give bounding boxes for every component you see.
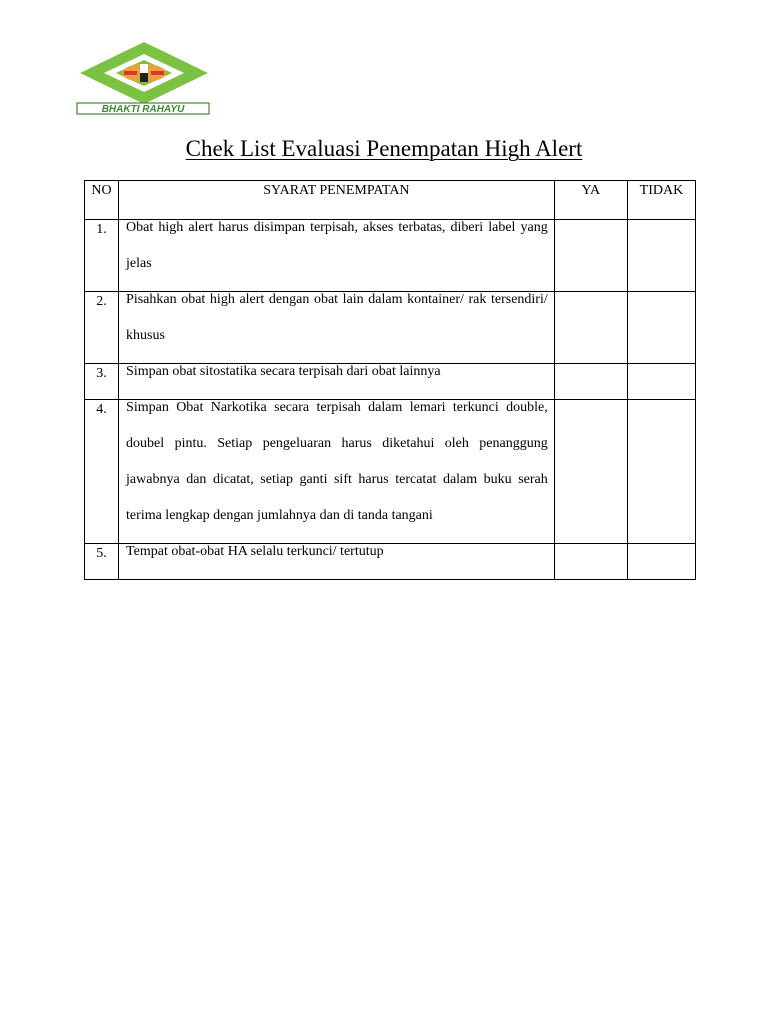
row-number: 3. [85, 364, 119, 400]
tidak-checkbox-cell[interactable] [627, 292, 695, 364]
ya-checkbox-cell[interactable] [554, 544, 627, 580]
ya-checkbox-cell[interactable] [554, 364, 627, 400]
checklist-table [84, 180, 696, 580]
logo-red-bar [124, 71, 137, 75]
row-requirement [119, 400, 555, 544]
row-number: 4. [85, 400, 119, 544]
table-row [85, 292, 696, 364]
tidak-checkbox-cell[interactable] [627, 364, 695, 400]
row-requirement [119, 220, 555, 292]
header-no: NO [85, 181, 119, 220]
logo-center-dark [140, 73, 148, 82]
tidak-checkbox-cell[interactable] [627, 400, 695, 544]
row-requirement-text: Pisahkan obat high alert dengan obat lain dalam kontainer/ rak tersendiri/ khusus [126, 292, 548, 343]
header-ya: YA [554, 181, 627, 220]
table-row [85, 400, 696, 544]
header-tidak: TIDAK [627, 181, 695, 220]
logo-label-text: BHAKTI RAHAYU [101, 104, 185, 115]
tidak-checkbox-cell[interactable] [627, 220, 695, 292]
ya-checkbox-cell[interactable] [554, 292, 627, 364]
table-row [85, 544, 696, 580]
bhakti-rahayu-logo [76, 40, 212, 116]
row-number: 2. [85, 292, 119, 364]
table-row [85, 220, 696, 292]
row-number: 1. [85, 220, 119, 292]
row-requirement [119, 544, 555, 580]
ya-checkbox-cell[interactable] [554, 220, 627, 292]
page-title: Chek List Evaluasi Penempatan High Alert [185, 136, 583, 161]
row-requirement-text: Simpan obat sitostatika secara terpisah dari obat lainnya [126, 364, 441, 379]
row-requirement-text: Simpan Obat Narkotika secara terpisah dalam lemari terkunci double, doubel pintu. Setiap pengeluaran harus diketahui oleh penanggung jawabnya dan dicatat, setiap ganti sift harus tercatat dalam buku serah terima lengkap dengan jumlahnya dan di tanda tangani [126, 400, 548, 523]
row-number: 5. [85, 544, 119, 580]
tidak-checkbox-cell[interactable] [627, 544, 695, 580]
row-requirement-text: Obat high alert harus disimpan terpisah, akses terbatas, diberi label yang jelas [126, 220, 548, 271]
row-requirement-text: Tempat obat-obat HA selalu terkunci/ tertutup [126, 544, 384, 559]
header-requirement: SYARAT PENEMPATAN [119, 181, 555, 220]
row-requirement [119, 292, 555, 364]
logo-red-bar-right [151, 71, 164, 75]
ya-checkbox-cell[interactable] [554, 400, 627, 544]
